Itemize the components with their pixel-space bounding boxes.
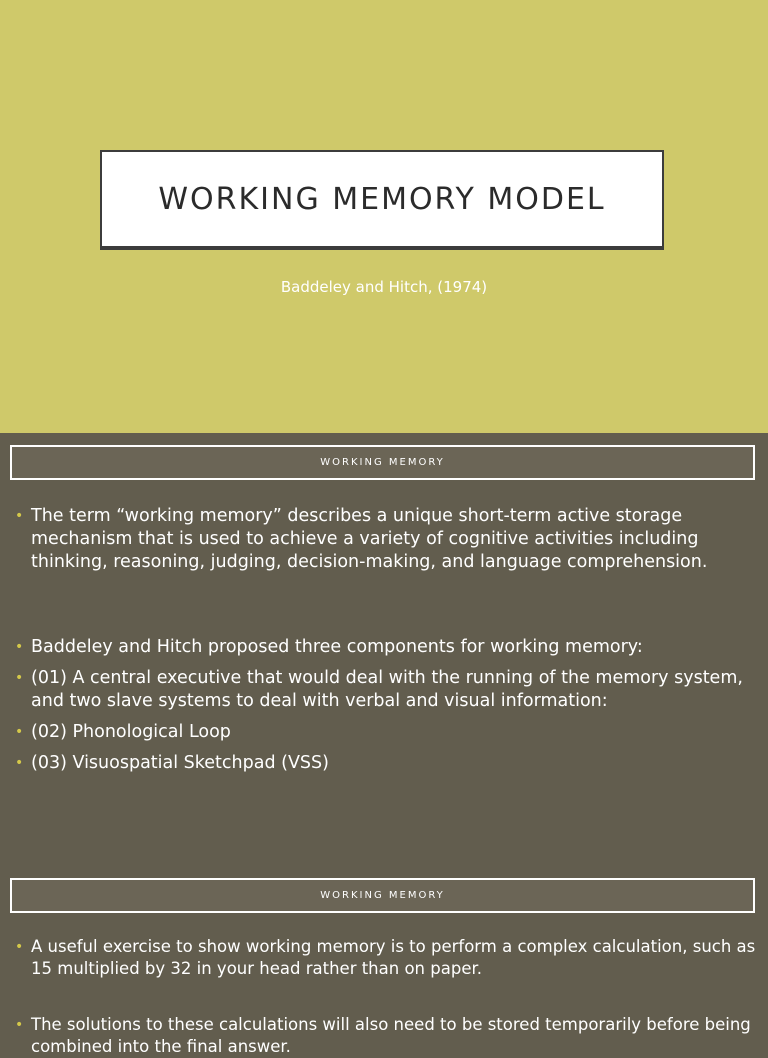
bullet-text: (02) Phonological Loop xyxy=(31,722,231,742)
bullet-item xyxy=(0,505,760,574)
bullet-text: (01) A central executive that would deal with the running of the memory system, and two slave systems to deal with verbal and visual information: xyxy=(31,668,743,711)
slide-header-box xyxy=(10,445,755,480)
bullet-dot-icon: • xyxy=(15,508,24,524)
bullet-dot-icon: • xyxy=(15,670,24,686)
bullet-dot-icon: • xyxy=(15,724,24,740)
bullet-dot-icon: • xyxy=(15,1017,24,1033)
bullet-item xyxy=(0,667,760,713)
bullet-text: The solutions to these calculations will also need to be stored temporarily before being combined into the final answer. xyxy=(31,1015,751,1056)
slide-title: WORKING MEMORY MODEL xyxy=(158,181,606,217)
bullet-item xyxy=(0,752,760,775)
bullet-item xyxy=(0,936,760,980)
bullet-text: The term “working memory” describes a unique short-term active storage mechanism that is used to achieve a variety of cognitive activities including thinking, reasoning, judging, decision-making, and language comprehension. xyxy=(31,506,708,572)
bullet-item xyxy=(0,636,760,659)
bullet-dot-icon: • xyxy=(15,639,24,655)
title-box xyxy=(100,150,664,250)
content-slide-2 xyxy=(0,866,768,1056)
bullet-dot-icon: • xyxy=(15,939,24,955)
slide-header-box xyxy=(10,878,755,913)
bullet-text: (03) Visuospatial Sketchpad (VSS) xyxy=(31,753,329,773)
bullet-item xyxy=(0,1014,760,1058)
bullet-text: Baddeley and Hitch proposed three components for working memory: xyxy=(31,637,643,657)
slide-subtitle: Baddeley and Hitch, (1974) xyxy=(280,278,488,296)
slide-header: WORKING MEMORY xyxy=(320,890,445,901)
bullet-dot-icon: • xyxy=(15,755,24,771)
title-slide xyxy=(0,0,768,433)
slide-header: WORKING MEMORY xyxy=(320,457,445,468)
content-slide-1 xyxy=(0,433,768,866)
bullet-item xyxy=(0,721,760,744)
bullet-text: A useful exercise to show working memory is to perform a complex calculation, such as 15 multiplied by 32 in your head rather than on paper. xyxy=(31,937,756,978)
